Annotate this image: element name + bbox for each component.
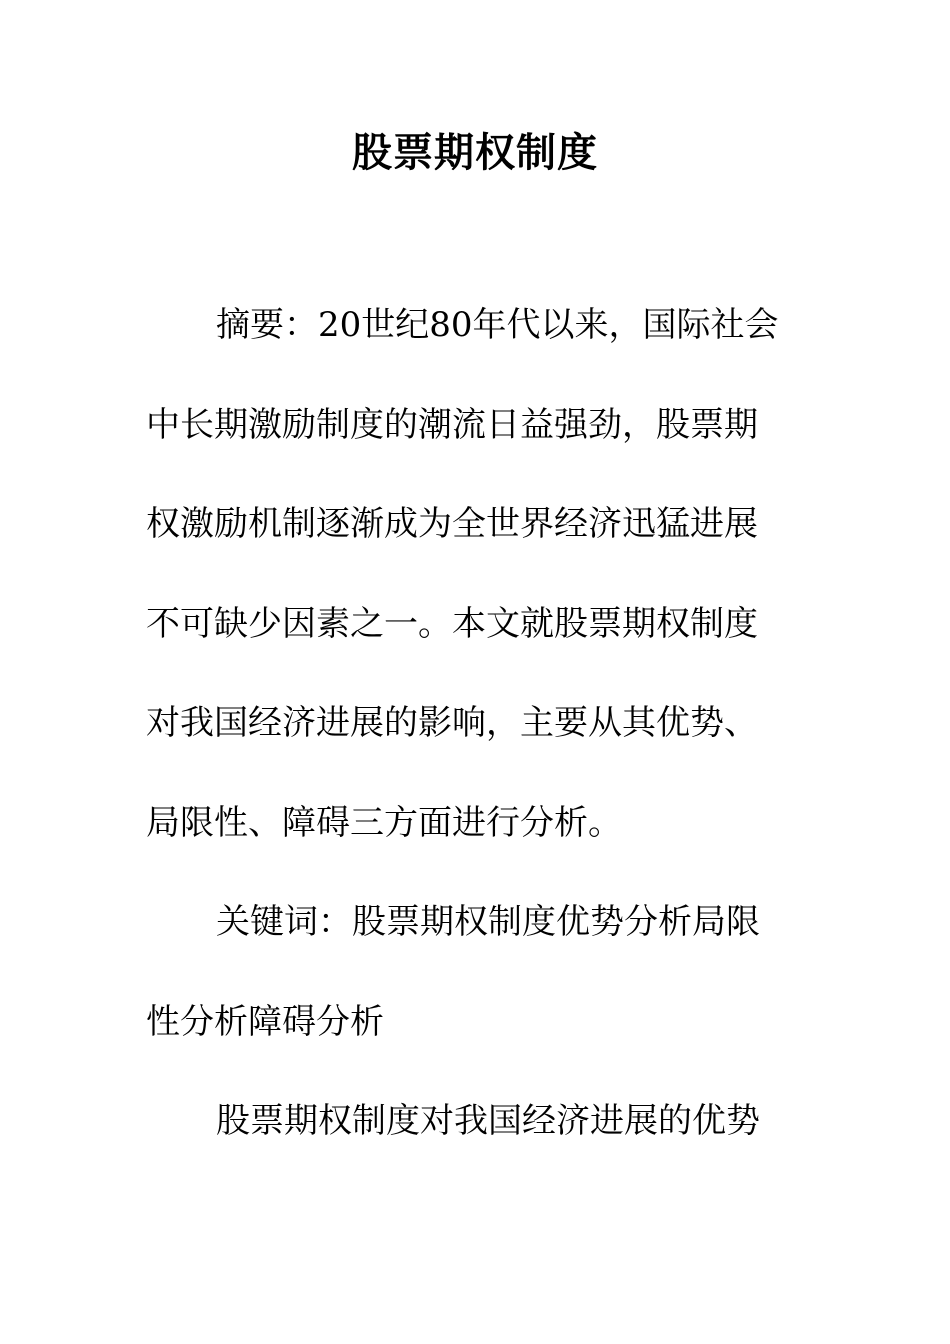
abstract-line-5: 对我国经济进展的影响，主要从其优势、 <box>146 703 758 743</box>
document-title: 股票期权制度 <box>352 130 598 176</box>
abstract-line-6: 局限性、障碍三方面进行分析。 <box>146 802 622 843</box>
document-body <box>146 300 806 1196</box>
keywords-line-1: 关键词：股票期权制度优势分析局限 <box>216 902 760 942</box>
abstract-line-1: 摘要：20世纪80年代以来，国际社会 <box>216 305 779 345</box>
abstract-line-2: 中长期激励制度的潮流日益强劲，股票期 <box>146 404 758 445</box>
keywords-line-2: 性分析障碍分析 <box>146 1001 384 1042</box>
section-heading-line: 股票期权制度对我国经济进展的优势 <box>216 1101 760 1141</box>
abstract-line-3: 权激励机制逐渐成为全世界经济迅猛进展 <box>146 504 758 544</box>
abstract-line-4: 不可缺少因素之一。本文就股票期权制度 <box>146 603 758 644</box>
